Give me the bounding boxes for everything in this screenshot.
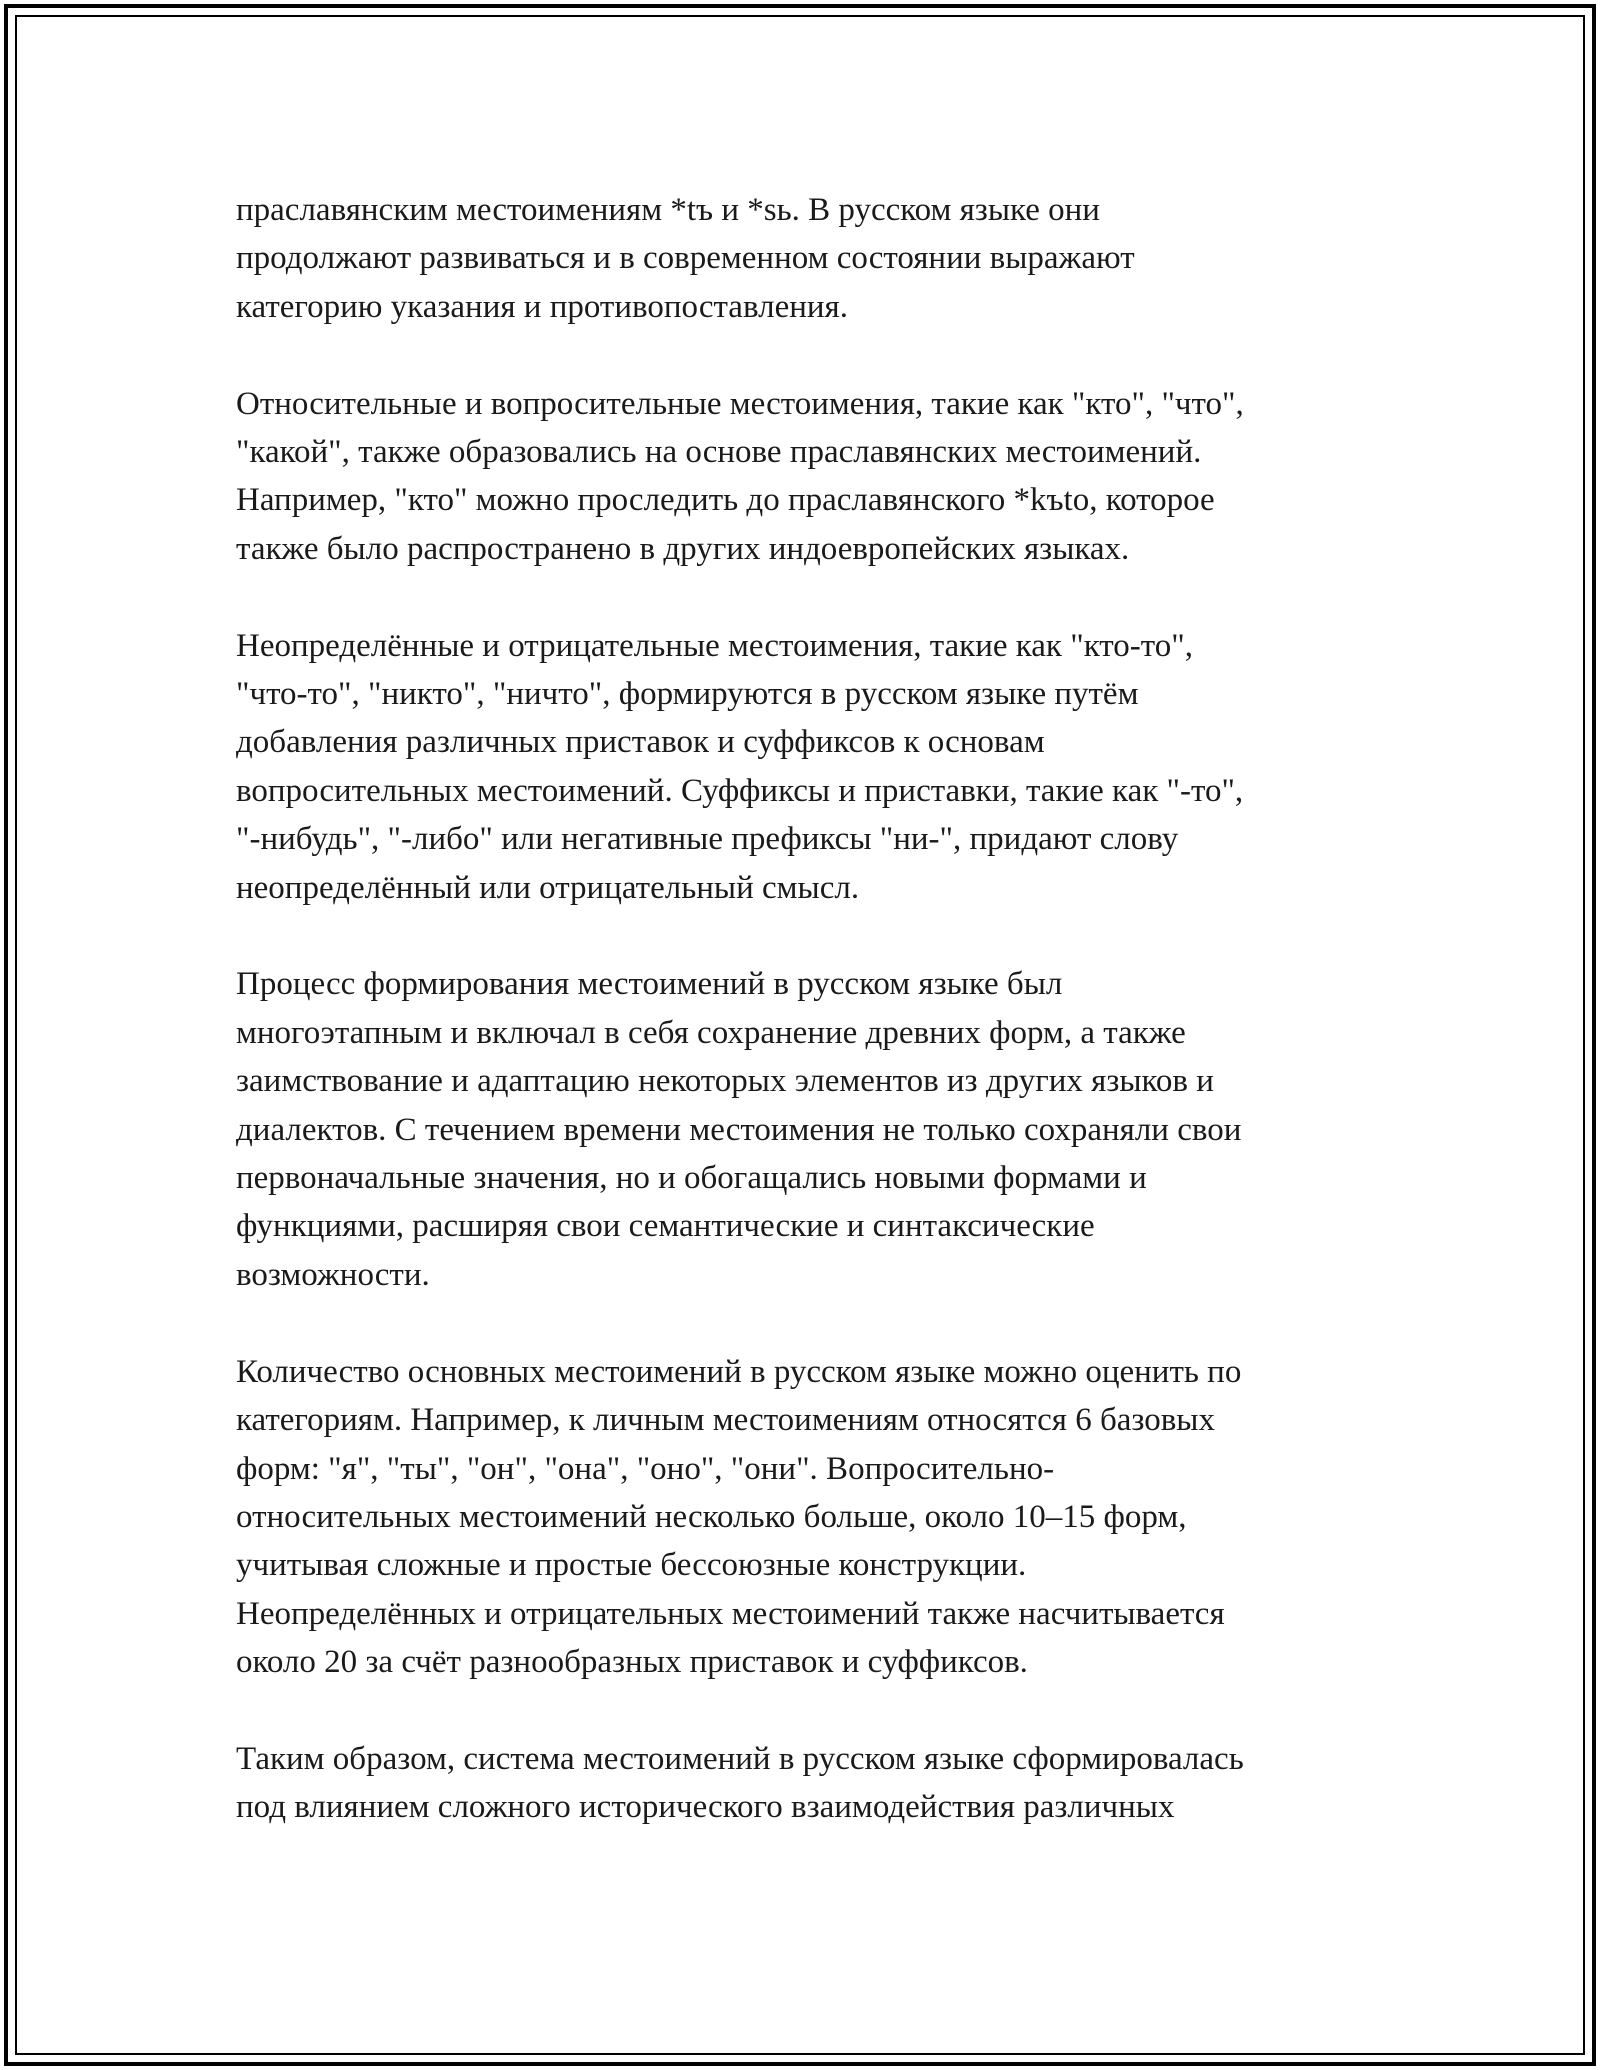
text-line: "какой", также образовались на основе праславянских местоимений.	[236, 434, 1202, 471]
text-line: категорию указания и противопоставления.	[236, 288, 848, 325]
text-line: заимствование и адаптацию некоторых элементов из других языков и	[236, 1063, 1214, 1100]
paragraph-5	[236, 1348, 1386, 1687]
text-line: Относительные и вопросительные местоимения, такие как "кто", "что",	[236, 385, 1244, 422]
paragraph-4	[236, 960, 1386, 1299]
text-line: Таким образом, система местоимений в русском языке сформировалась	[236, 1740, 1244, 1777]
text-line: около 20 за счёт разнообразных приставок и суффиксов.	[236, 1644, 1028, 1681]
paragraph-1	[236, 186, 1386, 331]
text-line: относительных местоимений несколько больше, около 10–15 форм,	[236, 1498, 1187, 1535]
text-line: учитывая сложные и простые бессоюзные конструкции.	[236, 1547, 1027, 1584]
text-line: также было распространено в других индоевропейских языках.	[236, 530, 1130, 567]
text-line: Процесс формирования местоимений в русском языке был	[236, 966, 1063, 1003]
text-line: Например, "кто" можно проследить до праславянского *kъto, которое	[236, 482, 1215, 519]
document-body	[236, 186, 1386, 1880]
text-line: продолжают развиваться и в современном состоянии выражают	[236, 240, 1135, 277]
text-line: "-нибудь", "-либо" или негативные префиксы "ни-", придают слову	[236, 821, 1179, 858]
text-line: под влиянием сложного исторического взаимодействия различных	[236, 1789, 1175, 1826]
text-line: форм: "я", "ты", "он", "она", "оно", "они". Вопросительно-	[236, 1450, 1055, 1487]
text-line: возможности.	[236, 1256, 430, 1293]
text-line: "что-то", "никто", "ничто", формируются в русском языке путём	[236, 676, 1139, 713]
text-line: неопределённый или отрицательный смысл.	[236, 869, 860, 906]
paragraph-2	[236, 380, 1386, 574]
text-line: функциями, расширяя свои семантические и синтаксические	[236, 1208, 1095, 1245]
text-line: первоначальные значения, но и обогащались новыми формами и	[236, 1160, 1147, 1197]
text-line: вопросительных местоимений. Суффиксы и приставки, такие как "-то",	[236, 772, 1244, 809]
text-line: праславянским местоимениям *tъ и *sь. В русском языке они	[236, 192, 1100, 228]
text-line: Неопределённых и отрицательных местоимений также насчитывается	[236, 1595, 1225, 1632]
paragraph-3	[236, 622, 1386, 912]
text-line: категориям. Например, к личным местоимениям относятся 6 базовых	[236, 1402, 1215, 1439]
text-line: Неопределённые и отрицательные местоимения, такие как "кто-то",	[236, 627, 1193, 664]
text-line: диалектов. С течением времени местоимения не только сохраняли свои	[236, 1111, 1242, 1148]
paragraph-6	[236, 1735, 1386, 1832]
text-line: Количество основных местоимений в русском языке можно оценить по	[236, 1353, 1242, 1390]
text-line: многоэтапным и включал в себя сохранение древних форм, а также	[236, 1014, 1186, 1051]
text-line: добавления различных приставок и суффиксов к основам	[236, 724, 1045, 761]
